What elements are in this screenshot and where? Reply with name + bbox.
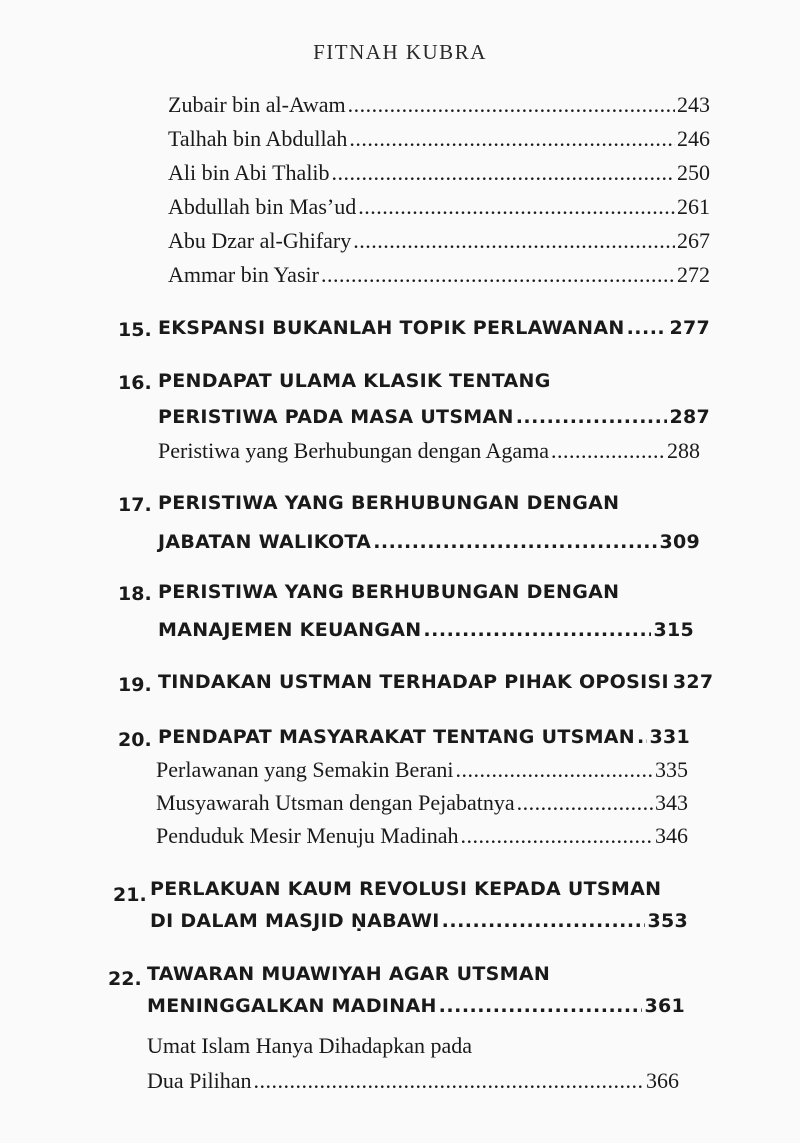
chapter-title: PERISTIWA PADA MASA UTSMAN bbox=[158, 406, 514, 428]
chapter-entry bbox=[158, 671, 714, 693]
leader-dots bbox=[373, 531, 657, 553]
toc-entry-title: Ammar bin Yasir bbox=[168, 262, 319, 287]
toc-entry-title: Talhah bin Abdullah bbox=[168, 126, 348, 151]
leader-dots bbox=[423, 619, 651, 641]
chapter-title: TINDAKAN USTMAN TERHADAP PIHAK OPOSISI bbox=[158, 671, 669, 693]
toc-page-number: 287 bbox=[669, 406, 710, 428]
leader-dots bbox=[349, 126, 675, 152]
toc-entry bbox=[168, 160, 710, 186]
toc-page-number: 261 bbox=[677, 194, 710, 219]
toc-page-number: 366 bbox=[646, 1068, 679, 1093]
toc-page-number: 353 bbox=[647, 910, 688, 932]
toc-page-number: 361 bbox=[644, 995, 685, 1017]
chapter-number: 17. bbox=[118, 494, 152, 516]
chapter-number: 16. bbox=[118, 372, 152, 394]
chapter-number: 20. bbox=[118, 729, 152, 751]
toc-entry bbox=[168, 228, 710, 254]
chapter-title: EKSPANSI BUKANLAH TOPIK PERLAWANAN bbox=[158, 317, 625, 339]
leader-dots bbox=[456, 757, 653, 783]
toc-entry-title: Ali bin Abi Thalib bbox=[168, 160, 330, 185]
chapter-number: 15. bbox=[118, 319, 152, 341]
chapter-entry bbox=[147, 995, 685, 1017]
toc-entry bbox=[168, 126, 710, 152]
toc-page-number: 309 bbox=[659, 531, 700, 553]
toc-page-number: 327 bbox=[672, 671, 714, 693]
toc-page-number: 243 bbox=[677, 92, 710, 117]
chapter-title-line: PERISTIWA YANG BERHUBUNGAN DENGAN bbox=[158, 492, 620, 514]
toc-entry-title-line: Umat Islam Hanya Dihadapkan pada bbox=[147, 1033, 472, 1058]
chapter-entry bbox=[158, 531, 700, 553]
chapter-number: 22. bbox=[108, 968, 142, 990]
chapter-title-line: TAWARAN MUAWIYAH AGAR UTSMAN bbox=[147, 963, 551, 985]
leader-dots bbox=[348, 92, 675, 118]
chapter-entry bbox=[158, 619, 694, 641]
toc-entry-title: Abdullah bin Mas’ud bbox=[168, 194, 357, 219]
leader-dots bbox=[332, 160, 675, 186]
toc-entry bbox=[156, 757, 688, 783]
toc-entry bbox=[156, 790, 688, 816]
toc-page-number: 277 bbox=[669, 317, 710, 339]
toc-entry bbox=[168, 92, 710, 118]
toc-entry-title: Abu Dzar al-Ghifary bbox=[168, 228, 352, 253]
toc-page-number: 343 bbox=[655, 790, 688, 815]
leader-dots bbox=[517, 790, 653, 816]
toc-page-number: 335 bbox=[655, 757, 688, 782]
toc-entry bbox=[158, 438, 700, 464]
toc-page-number: 288 bbox=[667, 438, 700, 463]
running-header: FITNAH KUBRA bbox=[313, 40, 487, 64]
leader-dots bbox=[439, 995, 643, 1017]
toc-entry bbox=[168, 262, 710, 288]
leader-dots bbox=[516, 406, 668, 428]
toc-entry-title: Perlawanan yang Semakin Berani bbox=[156, 757, 454, 782]
toc-entry bbox=[147, 1068, 679, 1094]
toc-entry-title: Dua Pilihan bbox=[147, 1068, 252, 1093]
chapter-number: 21. bbox=[113, 884, 147, 906]
chapter-entry bbox=[158, 317, 710, 339]
chapter-title-line: PENDAPAT ULAMA KLASIK TENTANG bbox=[158, 370, 551, 392]
toc-entry-title: Zubair bin al-Awam bbox=[168, 92, 346, 117]
leader-dots bbox=[442, 910, 646, 932]
chapter-number: 19. bbox=[118, 674, 152, 696]
chapter-entry bbox=[158, 726, 690, 748]
chapter-entry bbox=[150, 910, 688, 932]
toc-page-number: 267 bbox=[677, 228, 710, 253]
leader-dots bbox=[637, 726, 647, 748]
leader-dots bbox=[460, 823, 653, 849]
chapter-title: PENDAPAT MASYARAKAT TENTANG UTSMAN bbox=[158, 726, 635, 748]
leader-dots bbox=[358, 194, 675, 220]
toc-page-number: 250 bbox=[677, 160, 710, 185]
toc-entry bbox=[168, 194, 710, 220]
toc-page-number: 246 bbox=[677, 126, 710, 151]
toc-entry-title: Peristiwa yang Berhubungan dengan Agama bbox=[158, 438, 550, 463]
chapter-number: 18. bbox=[118, 583, 152, 605]
toc-entry-title: Musyawarah Utsman dengan Pejabatnya bbox=[156, 790, 515, 815]
toc-entry bbox=[156, 823, 688, 849]
chapter-entry bbox=[158, 406, 710, 428]
leader-dots bbox=[321, 262, 675, 288]
leader-dots bbox=[353, 228, 675, 254]
chapter-title: DI DALAM MASJID ṆABAWI bbox=[150, 910, 440, 932]
chapter-title: JABATAN WALIKOTA bbox=[158, 531, 372, 553]
toc-page-number: 346 bbox=[655, 823, 688, 848]
chapter-title-line: PERLAKUAN KAUM REVOLUSI KEPADA UTSMAN bbox=[150, 878, 662, 900]
leader-dots bbox=[551, 438, 665, 464]
chapter-title: MENINGGALKAN MADINAH bbox=[147, 995, 437, 1017]
toc-page-number: 272 bbox=[677, 262, 710, 287]
toc-page-number: 331 bbox=[649, 726, 690, 748]
toc-entry-title: Penduduk Mesir Menuju Madinah bbox=[156, 823, 459, 848]
leader-dots bbox=[254, 1068, 645, 1094]
leader-dots bbox=[627, 317, 668, 339]
toc-page-number: 315 bbox=[653, 619, 694, 641]
chapter-title: MANAJEMEN KEUANGAN bbox=[158, 619, 422, 641]
chapter-title-line: PERISTIWA YANG BERHUBUNGAN DENGAN bbox=[158, 581, 620, 603]
